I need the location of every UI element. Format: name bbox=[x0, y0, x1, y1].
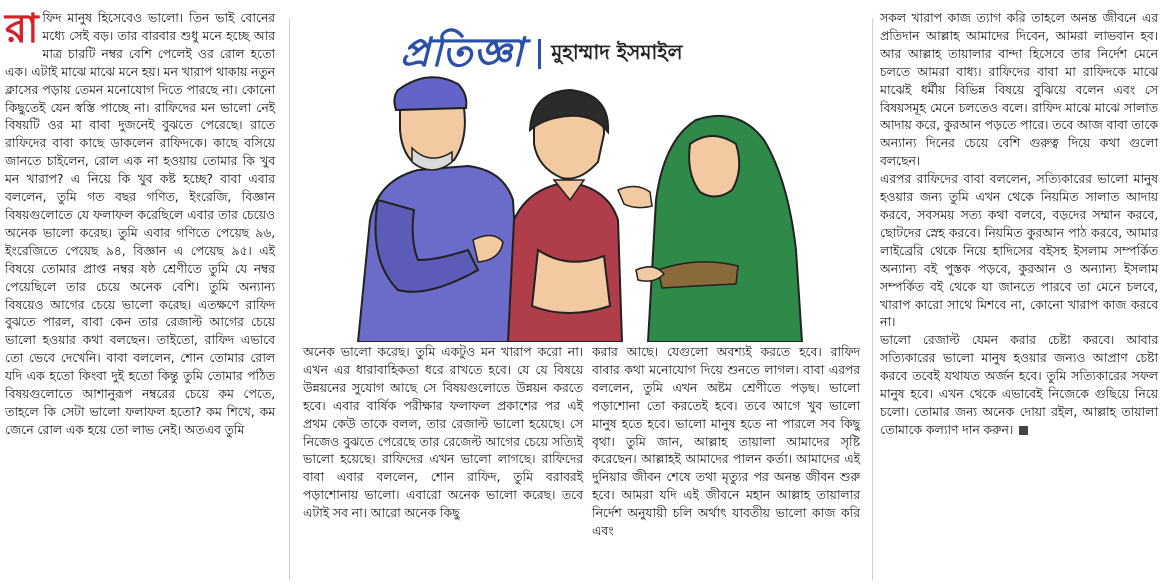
son-figure-icon bbox=[508, 90, 622, 342]
article-paragraph: সকল খারাপ কাজ ত্যাগ করি তাহলে অনন্ত জীবনে এর প্রতিদান আল্লাহ আমাদের দিবেন, আমরা লাভবান হব। আর আল্লাহ তায়ালার বান্দা হিসেবে তার নির্দেশ মেনে চলতে আমরা বাধ্য। রাফিদের বাবা মা রাফিদকে মাঝে মাঝেই ধর্মীয় বিভিন্ন বিষয়ে বুঝিয়ে বলেন এবং সে বিষয়সমূহ মেনে চলতেও বলে। রাফিদ মাঝে মাঝে সালাত আদায় করে, কুরআন পড়তে পারে। তবে আজ বাবা তাকে অন্যান্য দিনের চেয়ে বেশি গুরুত্ব দিয়ে কথা গুলো বলছেন। bbox=[880, 10, 1158, 169]
column-divider bbox=[289, 18, 290, 580]
column-divider bbox=[872, 18, 873, 580]
article-column-1 bbox=[5, 5, 275, 439]
father-figure-icon bbox=[358, 77, 518, 342]
family-illustration bbox=[318, 70, 848, 342]
article-paragraph bbox=[880, 331, 1158, 438]
article-paragraph: অনেক ভালো করেছ। তুমি একটুও মন খারাপ করো না। এখন এর ধারাবাহিকতা ধরে রাখতে হবে। যে যে বিষয়ে উন্নয়নের সুযোগ আছে সে বিষয়গুলোতে উন্নয়ন করতে হবে। এবার বার্ষিক পরীক্ষার ফলাফল প্রকাশের পর এই প্রথম কেউ তাকে বলল, তার রেজাল্ট ভালো হয়েছে। সে নিজেও বুঝতে পেরেছে তার রেজেল্ট আগের চেয়ে সত্যিই ভালো হয়েছে। রাফিদের এখন ভালো লাগছে। রাফিদের বাবা এবার বললেন, শোন রাফিদ, তুমি বরাবরই পড়াশোনায় ভালো। এবারো অনেক ভালো করেছ। তবে এটাই সব না। আরো অনেক কিছু bbox=[303, 344, 583, 521]
mother-figure-icon bbox=[618, 116, 802, 342]
title-separator bbox=[538, 39, 541, 69]
end-mark-icon bbox=[1019, 426, 1028, 435]
article-column-3 bbox=[592, 343, 860, 540]
paragraph-text: ভালো রেজাল্ট যেমন করার চেষ্টা করবে। আবার সত্যিকারের ভালো মানুষ হওয়ার জন্যও আপ্রাণ চেষ্টা করবে তবেই যথাযত অর্জন হবে। তুমি সত্যিকারের সফল মানুষ হবে। এখন থেকে এভাবেই নিজেকে গুছিয়ে নিয়ে চলো। তোমার জন্য অনেক দোয়া রইল, আল্লাহ তায়ালা তোমাকে কল্যাণ দান করুন। bbox=[880, 332, 1158, 437]
paragraph-text: ফিদ মানুষ হিসেবেও ভালো। তিন ভাই বোনের মধ্যে সেই বড়। তার বারবার শুধু মনে হচ্ছে আর মাত্র চারটি নম্বর বেশি পেলেই ওর রোল হতো এক। এটাই মাঝে মাঝে মনে হয়। মন খারাপ থাকায় নতুন ক্লাসের পড়ায় তেমন মনোযোগ দিতে পারছে না। কোনো কিছুতেই যেন স্বস্তি পাচ্ছে না। রাফিদের মন ভালো নেই বিষয়টি ওর মা বাবা দুজনেই বুঝতে পেরেছে। রাতে রাফিদের বাবা কাছে ডাকলেন রাফিদকে। কাছে বসিয়ে জানতে চাইলেন, রোল এক না হওয়ায় তোমার কি খুব মন খারাপ? এ নিয়ে কি খুব কষ্ট হচ্ছে? বাবা এবার বললেন, তুমি গত বছর গণিত, ইংরেজি, বিজ্ঞান বিষয়গুলোতে যে ফলাফল করেছিলে এবার তার চেয়েও অনেক ভালো করেছ। তুমি এবার গণিতে পেয়েছ ৯৬, ইংরেজিতে পেয়েছ ৯৪, বিজ্ঞান এ পেয়েছ ৯৫। এই বিষয়ে তোমার প্রাপ্ত নম্বর ষষ্ঠ শ্রেণীতে তুমি যে নম্বর পেয়েছিলে তার চেয়ে অনেক বেশি। তুমি অন্যান্য বিষয়েও আগের চেয়ে ভালো করেছ। এতক্ষণে রাফিদ বুঝতে পারল, বাবা কেন তার রেজাল্ট আগের চেয়ে ভালো হওয়ার কথা বলছেন। তাইতো, রাফিদ এভাবে তো ভেবে দেখেনি। বাবা বললেন, শোন তোমার রোল যদি এক হতো কিংবা দুই হতো কিন্তু তুমি তোমার পঠিত বিষয়গুলোতে আশানুরূপ নম্বরের চেয়ে কম পেতে, তাহলে কি সেটা ভালো ফলাফল হতো? কম শিখে, কম জেনে রোল এক হয়ে তো লাভ নেই। অতএব তুমি bbox=[5, 10, 275, 437]
story-title: প্রতিজ্ঞা bbox=[400, 28, 525, 76]
article-paragraph: করার আছে। যেগুলো অবশ্যই করতে হবে। রাফিদ বাবার কথা মনোযোগ দিয়ে শুনতে লাগল। বাবা এরপর বললেন, তুমি এখন অষ্টম শ্রেণীতে পড়ছ। ভালো পড়াশোনা তো করতেই হবে। তবে আগে খুব ভালো মানুষ হতে হবে। ভালো মানুষ হতে না পারলে সব কিছু বৃথা। তুমি জান, আল্লাহ তায়ালা আমাদের সৃষ্টি করেছেন। আল্লাহই আমাদের পালন কর্তা। আমাদের এই দুনিয়ার জীবন শেষে তথা মৃত্যুর পর অনন্ত জীবন শুরু হবে। আমরা যদি এই জীবনে মহান আল্লাহ তায়ালার নির্দেশ অনুযায়ী চলি অর্থাৎ যাবতীয় ভালো কাজ করি এবং bbox=[592, 344, 860, 539]
article-paragraph bbox=[5, 5, 275, 439]
article-paragraph: এরপর রাফিদের বাবা বললেন, সত্যিকারের ভালো মানুষ হওয়ার জন্য তুমি এখন থেকে নিয়মিত সালাত আদায় করবে, সবসময় সত্য কথা বলবে, বড়দের সম্মান করবে, ছোটদের স্নেহ করবে। নিয়মিত কুরআন পাঠ করবে, আমার লাইব্রেরি থেকে নিয়ে হাদিসের বইসহ ইসলাম সম্পর্কিত অন্যান্য বই পুস্তক পড়বে, কুরআন ও অন্যান্য ইসলাম সম্পর্কিত বই থেকে যা জানতে পারবে তা মেনে চলবে, খারাপ কারো সাথে মিশবে না, কোনো খারাপ কাজ করবে না। bbox=[880, 171, 1158, 330]
author-name: মুহাম্মাদ ইসমাইল bbox=[551, 39, 683, 64]
article-column-4 bbox=[880, 9, 1158, 439]
article-column-2 bbox=[303, 343, 583, 522]
dropcap: রা bbox=[5, 5, 39, 52]
